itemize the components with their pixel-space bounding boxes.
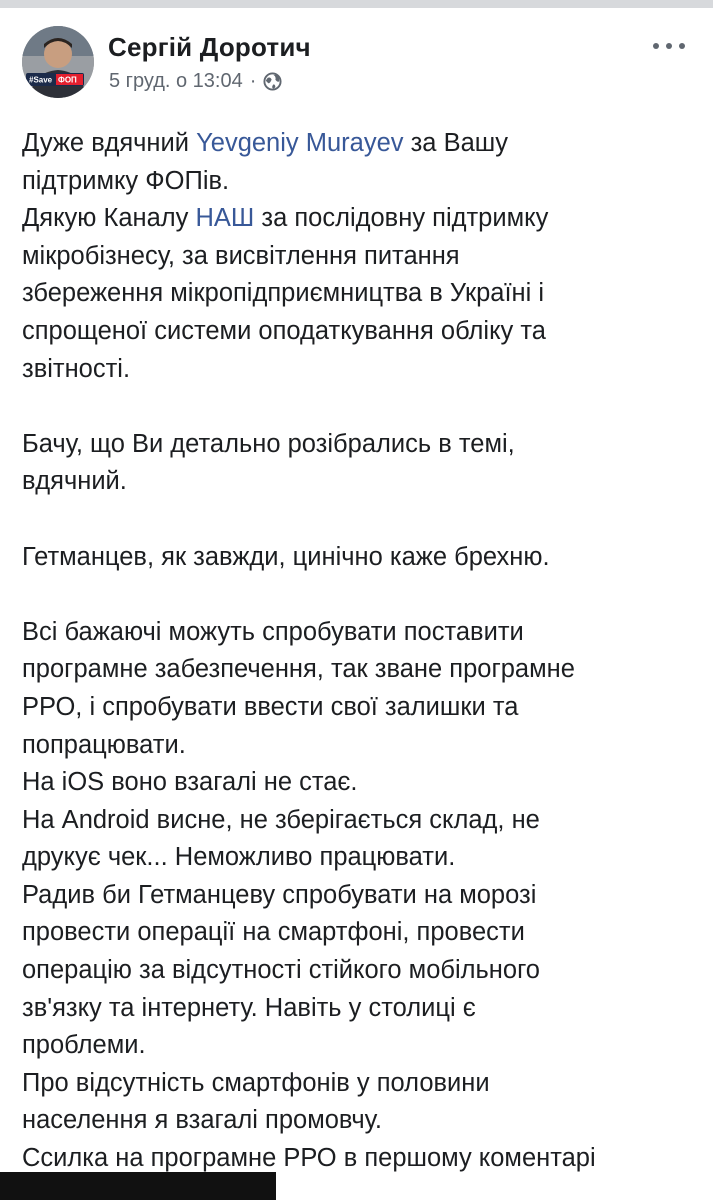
more-options-button[interactable] [649, 34, 689, 58]
post-line: Всі бажаючі можуть спробувати поставити [22, 617, 524, 646]
post-line: На iOS воно взагалі не стає. [22, 768, 358, 797]
paragraph-gap [22, 501, 702, 539]
post-line: попрацювати. [22, 730, 186, 759]
post-line: провести операції на смартфоні, провести [22, 918, 525, 947]
post-line: програмне забезпечення, так зване програмне [22, 655, 575, 684]
post-line: Дякую Каналу НАШ за послідовну підтримку [22, 204, 549, 233]
post-line: друкує чек... Неможливо працювати. [22, 843, 456, 872]
svg-text:ФОП: ФОП [58, 75, 77, 85]
top-divider [0, 0, 713, 8]
post-line: операцію за відсутності стійкого мобільного [22, 956, 540, 985]
post-meta [109, 70, 282, 93]
bottom-dark-bar [0, 1172, 276, 1200]
paragraph-gap [22, 388, 702, 426]
tagged-profile-link[interactable]: Yevgeniy Murayev [196, 129, 404, 157]
post-line: Гетманцев, як завжди, цинічно каже брехню. [22, 542, 550, 571]
post-line: підтримку ФОПів. [22, 166, 230, 195]
svg-text:#Save: #Save [29, 75, 53, 85]
post-line: звітності. [22, 354, 131, 383]
post-line: Бачу, що Ви детально розібрались в темі, [22, 429, 515, 458]
post-line: спрощеної системи оподаткування обліку та [22, 316, 546, 345]
tagged-page-link[interactable]: НАШ [195, 204, 255, 233]
post-line: Про відсутність смартфонів у половини [22, 1068, 490, 1097]
meta-separator: · [249, 70, 257, 92]
post-line: РРО, і спробувати ввести свої залишки та [22, 692, 519, 721]
post-line: вдячний. [22, 467, 127, 496]
post-line: Ссилка на програмне РРО в першому коментарі [22, 1144, 596, 1173]
avatar-photo [22, 26, 94, 98]
author-name[interactable]: Сергій Доротич [108, 32, 311, 62]
more-options-icon [653, 43, 659, 49]
post-line: зв'язку та інтернету. Навіть у столиці є [22, 993, 476, 1022]
post-line: збереження мікропідприємництва в Україні і [22, 279, 545, 308]
post-line: Дуже вдячний Yevgeniy Murayev за Вашу [22, 129, 508, 157]
post-line: проблеми. [22, 1031, 146, 1060]
globe-icon[interactable] [263, 72, 282, 91]
post-header [0, 8, 713, 108]
paragraph-gap [22, 576, 702, 614]
post-line: На Android висне, не зберігається склад, не [22, 805, 540, 834]
post-line: Радив би Гетманцеву спробувати на морозі [22, 880, 537, 909]
post-line: мікробізнесу, за висвітлення питання [22, 241, 460, 270]
avatar[interactable] [22, 26, 94, 98]
post-text [22, 125, 702, 1178]
post-timestamp[interactable]: 5 груд. о 13:04 [109, 70, 243, 92]
post-line: населення я взагалі промовчу. [22, 1106, 382, 1135]
